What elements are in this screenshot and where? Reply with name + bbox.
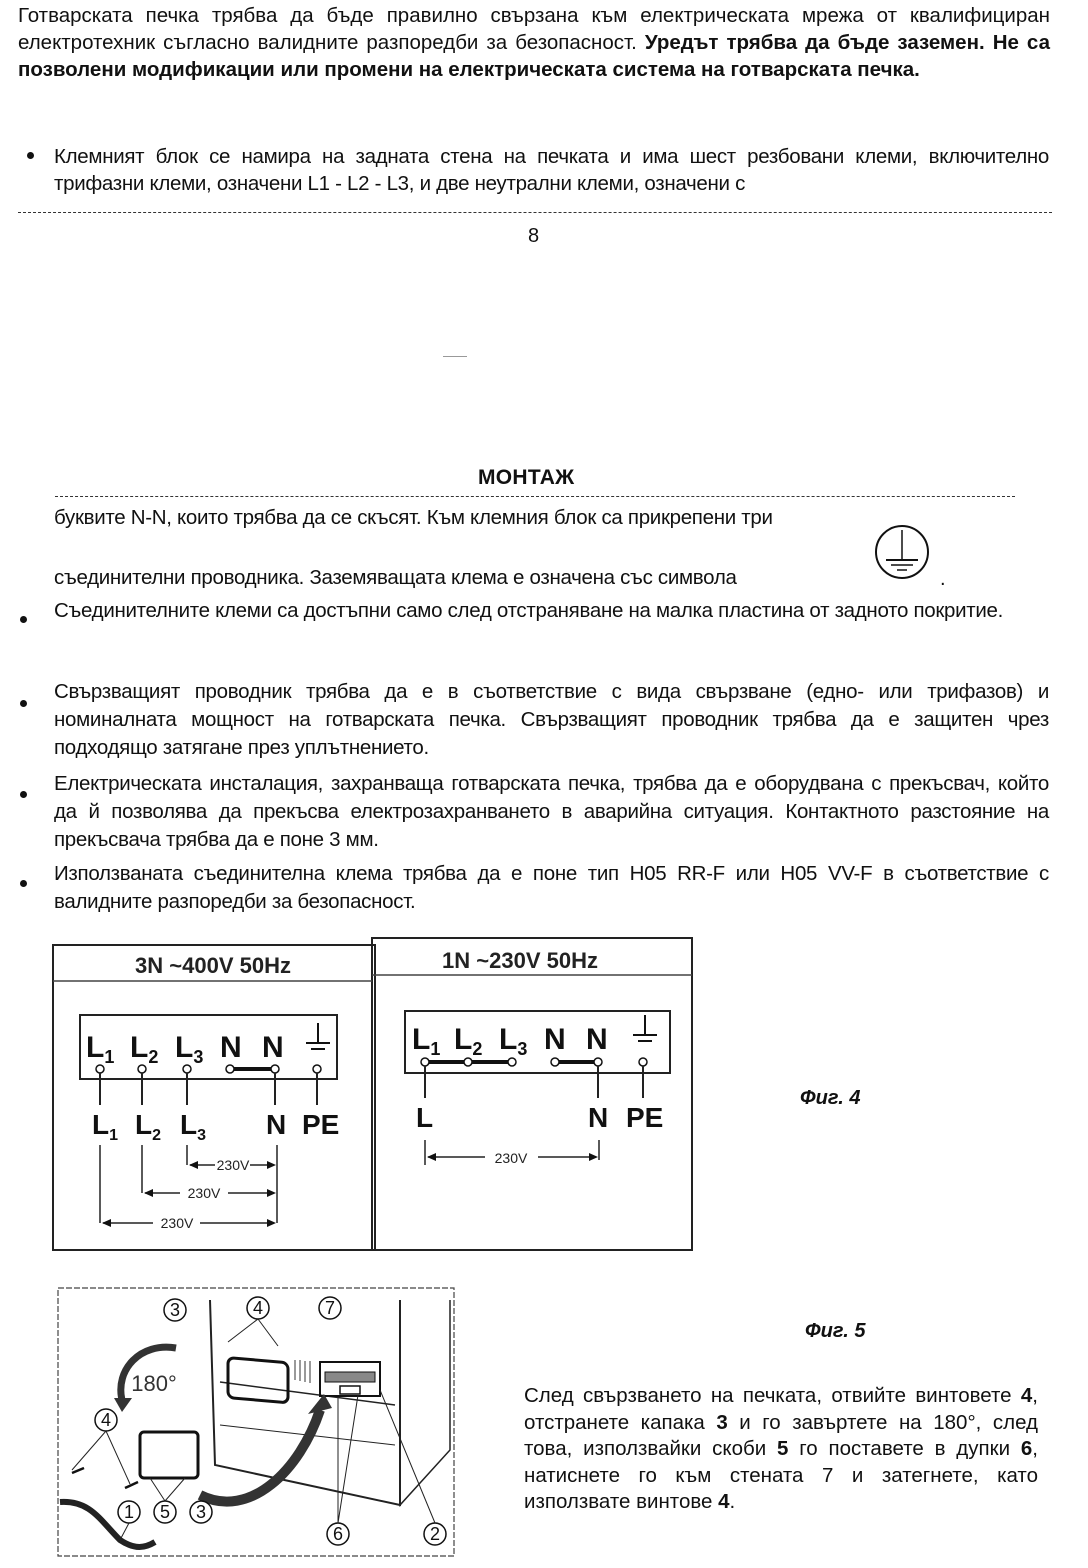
removed-cover <box>140 1432 198 1478</box>
terminal-label-l2: $L_2$ <box>130 1031 159 1067</box>
callout-3 <box>164 1299 186 1321</box>
figure-5-cover-illustration <box>50 1280 460 1568</box>
voltage-label: 230V <box>187 1185 221 1201</box>
callout-3 <box>190 1501 212 1523</box>
callout-5 <box>154 1501 176 1523</box>
bullet-paragraph <box>54 678 1049 762</box>
figure-5-caption: Фиг. 5 <box>805 1320 866 1342</box>
voltage-label: 230V <box>160 1215 194 1231</box>
svg-text:4: 4 <box>252 1298 264 1318</box>
ground-terminal-text: съединителни проводника. Заземяващата клема е означена със символа <box>54 566 737 589</box>
intro-paragraph <box>18 2 1050 83</box>
panel-1phase-title: 1N ~230V 50Hz <box>442 948 598 973</box>
terminal-label-n2: N <box>262 1031 284 1064</box>
terminal-label-l1: $L_1$ <box>86 1031 115 1067</box>
terminal-label-l1: $L_1$ <box>412 1023 441 1059</box>
bullet-paragraph <box>54 770 1049 854</box>
ground-symbol-paragraph <box>54 565 954 590</box>
wire-label-l1: $L_1$ <box>92 1109 119 1144</box>
wire-label-l3: $L_3$ <box>180 1109 207 1144</box>
power-cable <box>60 1502 155 1547</box>
callout-7 <box>319 1297 341 1319</box>
figure-5-description <box>524 1383 1038 1516</box>
terminal-block-paragraph <box>54 143 1049 197</box>
bullet-text: Използваната съединителна клема трябва да е поне тип H05 RR-F или H05 VV-F в съответствие с валидните разпоредби за безопасност. <box>54 862 1049 913</box>
neutral-terminals-text: буквите N-N, които трябва да се скъсят. Към клемния блок са прикрепени три <box>54 506 773 529</box>
period: . <box>940 568 946 590</box>
terminal-label-l3: $L_3$ <box>499 1023 528 1059</box>
rotation-label: 180° <box>131 1371 177 1396</box>
description-text: След свързването на печката, отвийте винтовете <box>524 1384 1021 1407</box>
description-text: , натиснете го към стената 7 и затегнете, като използвате винтове <box>524 1437 1038 1513</box>
svg-text:7: 7 <box>324 1298 336 1318</box>
panel-3phase-frame <box>53 945 375 1250</box>
terminal-label-n2: N <box>586 1023 608 1056</box>
svg-text:4: 4 <box>100 1410 112 1430</box>
earth-terminal-icon <box>633 1015 657 1041</box>
hole-ref: 6 <box>1020 1437 1033 1460</box>
bullet-icon <box>20 700 27 707</box>
screw-icon <box>125 1482 138 1488</box>
wire-label-n: N <box>588 1102 609 1133</box>
svg-text:3: 3 <box>169 1300 181 1320</box>
bullet-icon <box>20 616 27 623</box>
bracket-ref: 5 <box>777 1437 789 1460</box>
bullet-text: Електрическата инсталация, захранваща готварската печка, трябва да е оборудвана с прекъсвач, който да й позволява да прекъсва електрозахранването в аварийна ситуация. Контактното разстояние на прекъсвача трябва да е поне 3 мм. <box>54 772 1049 851</box>
wire-label-pe: PE <box>626 1102 664 1133</box>
wire-label-n: N <box>266 1109 287 1140</box>
scan-artifact <box>443 356 467 357</box>
bullet-text: Съединителните клеми са достъпни само след отстраняване на малка пластина от задното покритие. <box>54 599 1004 622</box>
protective-earth-icon <box>872 520 932 584</box>
wall-opening <box>228 1358 288 1403</box>
description-text: и го завъртете на 180°, след това, използвайки скоби <box>524 1410 1038 1460</box>
svg-text:3: 3 <box>195 1502 207 1522</box>
page-divider <box>18 212 1052 213</box>
earth-terminal-icon <box>306 1023 330 1049</box>
terminal-label-l2: $L_2$ <box>454 1023 483 1059</box>
screw-ref: 4 <box>1020 1384 1033 1407</box>
voltage-label: 230V <box>216 1157 250 1173</box>
callout-4 <box>247 1297 269 1319</box>
figure-4-caption: Фиг. 4 <box>800 1087 861 1109</box>
wire-label-l: L <box>416 1102 434 1133</box>
description-text: , отстранете капака <box>524 1384 1038 1434</box>
terminal-label-n1: N <box>220 1031 242 1064</box>
wire-label-l2: $L_2$ <box>135 1109 162 1144</box>
insertion-arrow <box>200 1410 320 1502</box>
bullet-icon <box>20 880 27 887</box>
screw-icon <box>72 1468 84 1473</box>
description-text: . <box>729 1490 736 1513</box>
section-title: МОНТАЖ <box>478 466 575 489</box>
callout-4 <box>95 1409 117 1431</box>
svg-text:5: 5 <box>159 1502 171 1522</box>
bullet-paragraph <box>54 596 1049 626</box>
svg-text:6: 6 <box>332 1524 344 1544</box>
page-number: 8 <box>528 225 540 247</box>
wire-label-pe: PE <box>302 1109 340 1140</box>
terminal-block-text: Клемният блок се намира на задната стена на печката и има шест резбовани клеми, включително трифазни клеми, означени L1 - L2 - L3, и две неутрални клеми, означени с <box>54 145 1049 195</box>
section-divider <box>55 496 1015 497</box>
svg-text:1: 1 <box>123 1502 135 1522</box>
intro-warning-text: Уредът трябва да бъде заземен. Не са позволени модификации или промени на електрическата система на готварската печка. <box>18 31 1050 81</box>
bullet-text: Свързващият проводник трябва да е в съответствие с вида свързване (едно- или трифазов) и номиналната мощност на готварската печка. Свързващият проводник трябва да е защитен чрез подходящо затягане през уплътнението. <box>54 680 1049 759</box>
cover-ref: 3 <box>716 1410 728 1434</box>
terminal-label-l3: $L_3$ <box>175 1031 204 1067</box>
panel-3phase-title: 3N ~400V 50Hz <box>135 953 291 978</box>
bullet-icon <box>20 791 27 798</box>
screw-ref: 4 <box>718 1490 730 1513</box>
voltage-label: 230V <box>494 1150 528 1166</box>
bullet-icon <box>27 152 34 159</box>
callout-2 <box>424 1523 446 1545</box>
terminal-block <box>80 1015 337 1079</box>
description-text: го поставете в дупки <box>788 1437 1021 1460</box>
callout-6 <box>327 1523 349 1545</box>
figure-4-wiring-diagram <box>50 935 700 1255</box>
bullet-paragraph <box>54 860 1049 916</box>
intro-text: Готварската печка трябва да бъде правилно свързана към електрическата мрежа от квалифициран електротехник съгласно валидните разпоредби за безопасност. <box>18 4 1050 54</box>
terminal-label-n1: N <box>544 1023 566 1056</box>
svg-text:2: 2 <box>429 1524 441 1544</box>
callout-1 <box>118 1501 140 1523</box>
